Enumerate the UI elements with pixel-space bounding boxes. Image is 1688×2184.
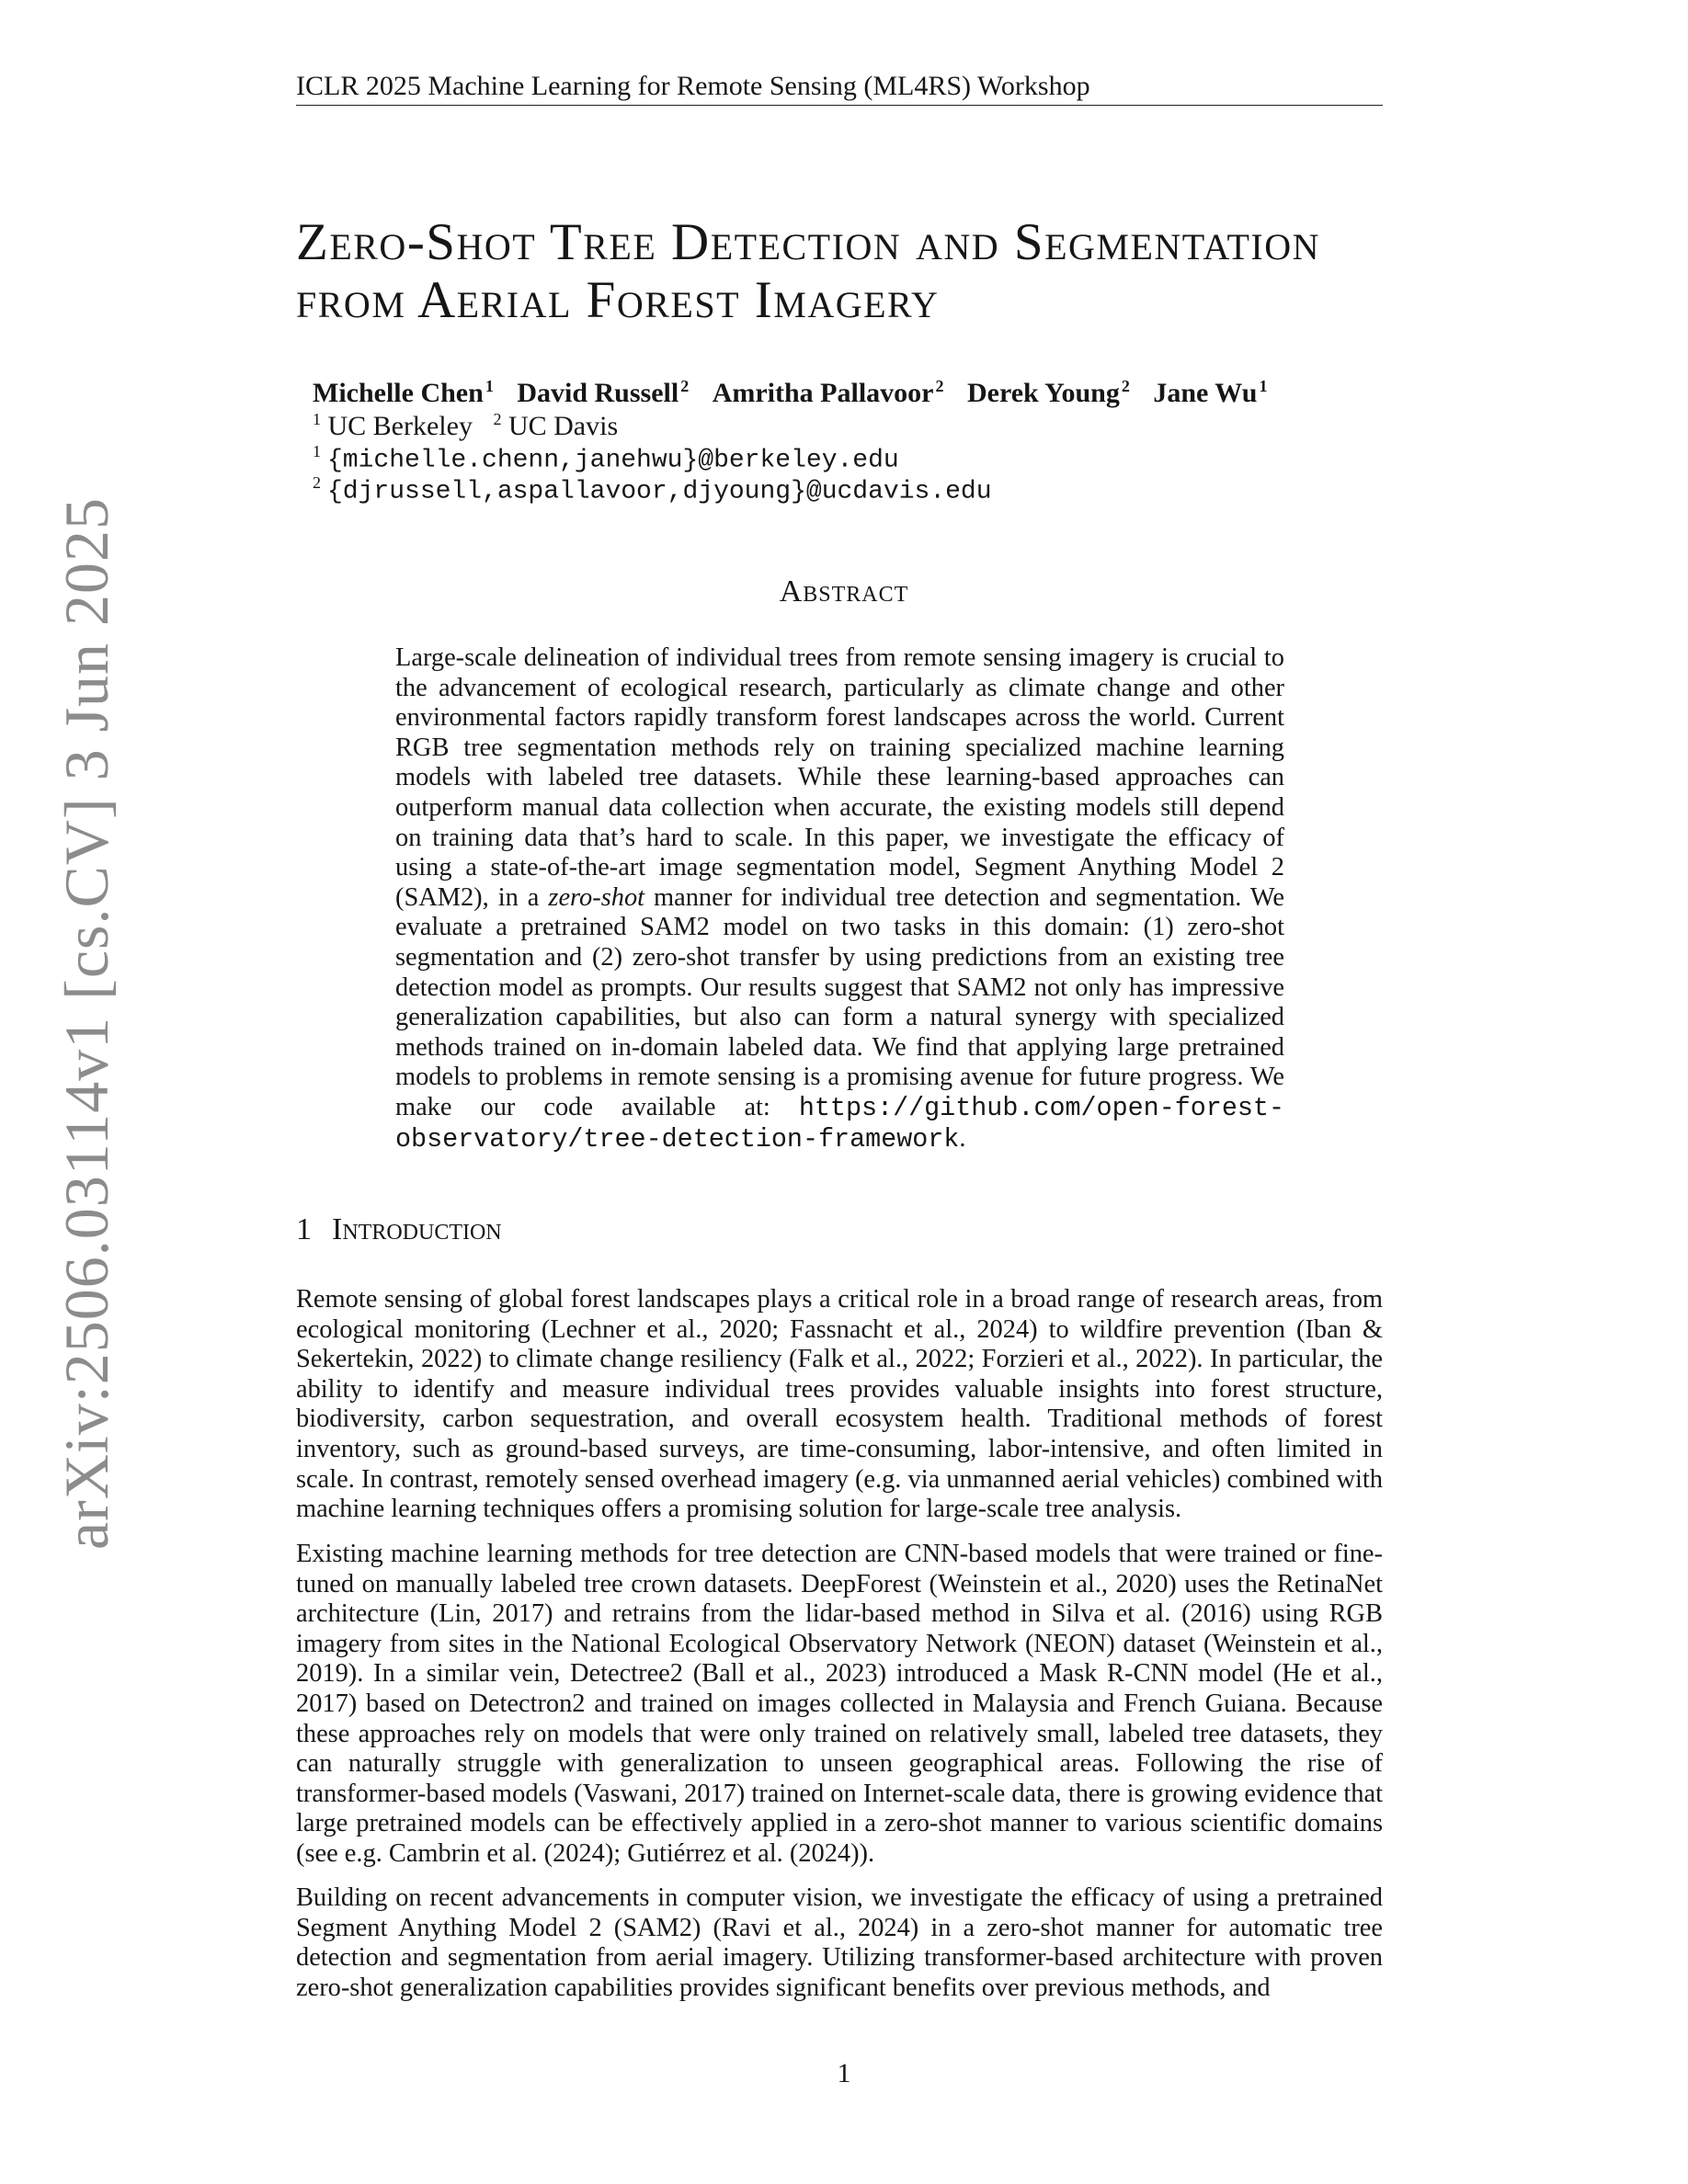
- author-affil-mark: 2: [1121, 377, 1130, 395]
- affiliation-mark: 1: [313, 410, 321, 428]
- running-header-text: ICLR 2025 Machine Learning for Remote Sensing (ML4RS) Workshop: [296, 71, 1090, 101]
- body-paragraph: Building on recent advancements in computer vision, we investigate the efficacy of using a pretrained Segment Anything Model 2 (SAM2) (Ravi et al., 2024) in a zero-shot manner for automatic tree detection and segmentation from aerial imagery. Utilizing transformer-based architecture with proven zero-shot generalization capabilities provides significant benefits over previous methods, and: [296, 1883, 1383, 2002]
- email-address: {michelle.chenn,janehwu}@berkeley.edu: [327, 446, 899, 475]
- body-paragraph: Existing machine learning methods for tree detection are CNN-based models that were trained or fine-tuned on manually labeled tree crown datasets. DeepForest (Weinstein et al., 2020) uses the RetinaNet architecture (Lin, 2017) and retrains from the lidar-based method in Silva et al. (2016) using RGB imagery from sites in the National Ecological Observatory Network (NEON) dataset (Weinstein et al., 2019). In a similar vein, Detectree2 (Ball et al., 2023) introduced a Mask R-CNN model (He et al., 2017) based on Detectron2 and trained on images collected in Malaysia and French Guiana. Because these approaches rely on models that were only trained on relatively small, labeled tree datasets, they can naturally struggle with generalization to unseen geographical areas. Following the rise of transformer-based models (Vaswani, 2017) trained on Internet-scale data, there is growing evidence that large pretrained models can be effectively applied in a zero-shot manner to various scientific domains (see e.g. Cambrin et al. (2024); Gutiérrez et al. (2024)).: [296, 1540, 1383, 1868]
- author-name: Amritha Pallavoor: [712, 378, 934, 408]
- abstract-trailing: .: [959, 1123, 966, 1153]
- abstract-body: [395, 643, 1284, 1155]
- author-affil-mark: 1: [485, 377, 494, 395]
- author-name: David Russell: [517, 378, 679, 408]
- abstract-emphasis: zero-shot: [548, 882, 645, 912]
- affiliation-name: UC Berkeley: [327, 411, 473, 441]
- section-number: 1: [296, 1212, 312, 1246]
- author: [713, 378, 944, 408]
- author-name: Jane Wu: [1153, 378, 1258, 408]
- code-url-link[interactable]: https://github.com/open-forest-observatory/tree-detection-framework: [395, 1092, 1284, 1155]
- paper-title-line-1: Zero-Shot Tree Detection and Segmentation: [296, 213, 1320, 271]
- email-affil-mark: 2: [313, 473, 321, 492]
- page-number: 1: [837, 2058, 851, 2088]
- affiliation-mark: 2: [493, 410, 502, 428]
- abstract-text: Large-scale delineation of individual trees from remote sensing imagery is crucial to the advancement of ecological research, particularly as climate change and other environmental factors rapidly transform forest landscapes across the world. Current RGB tree segmentation methods rely on training specialized machine learning models with labeled tree datasets. While these learning-based approaches can outperform manual data collection when accurate, the existing models still depend on training data that’s hard to scale. In this paper, we investigate the efficacy of using a state-of-the-art image segmentation model, Segment Anything Model 2 (SAM2), in a: [395, 643, 1284, 912]
- abstract-text: manner for individual tree detection and segmentation. We evaluate a pretrained SAM2 model on two tasks in this domain: (1) zero-shot segmentation and (2) zero-shot transfer by using predictions from an existing tree detection model as prompts. Our results suggest that SAM2 not only has impressive generalization capabilities, but also can form a natural synergy with specialized methods trained on in-domain labeled data. We find that applying large pretrained models to problems in remote sensing is a promising avenue for future progress. We make our code available at:: [395, 882, 1285, 1121]
- author: [1153, 378, 1267, 408]
- email-affil-mark: 1: [313, 442, 321, 461]
- author-affil-mark: 2: [680, 377, 690, 395]
- section-heading: [296, 1210, 502, 1250]
- email-line: [313, 467, 992, 507]
- section-title: Introduction: [332, 1212, 502, 1246]
- author-name: Michelle Chen: [313, 378, 484, 408]
- running-header: [296, 70, 1383, 106]
- author: [967, 378, 1130, 408]
- author-name: Derek Young: [966, 378, 1120, 408]
- paper-title: [296, 213, 1390, 329]
- body-paragraph: Remote sensing of global forest landscapes plays a critical role in a broad range of research areas, from ecological monitoring (Lechner et al., 2020; Fassnacht et al., 2024) to wildfire prevention (Iban & Sekertekin, 2022) to climate change resiliency (Falk et al., 2022; Forzieri et al., 2022). In particular, the ability to identify and measure individual trees provides valuable insights into forest structure, biodiversity, carbon sequestration, and overall ecosystem health. Traditional methods of forest inventory, such as ground-based surveys, are time-consuming, labor-intensive, and often limited in scale. In contrast, remotely sensed overhead imagery (e.g. via unmanned aerial vehicles) combined with machine learning techniques offers a promising solution for large-scale tree analysis.: [296, 1285, 1383, 1524]
- abstract-heading: Abstract: [779, 574, 909, 609]
- email-address: {djrussell,aspallavoor,djyoung}@ucdavis.edu: [327, 477, 992, 506]
- author-affil-mark: 1: [1259, 377, 1268, 395]
- arxiv-side-identifier: arXiv:2506.03114v1 [cs.CV] 3 Jun 2025: [51, 496, 121, 1550]
- paper-title-line-2: from Aerial Forest Imagery: [296, 271, 940, 329]
- affiliation-name: UC Davis: [508, 411, 619, 441]
- author-affil-mark: 2: [935, 377, 944, 395]
